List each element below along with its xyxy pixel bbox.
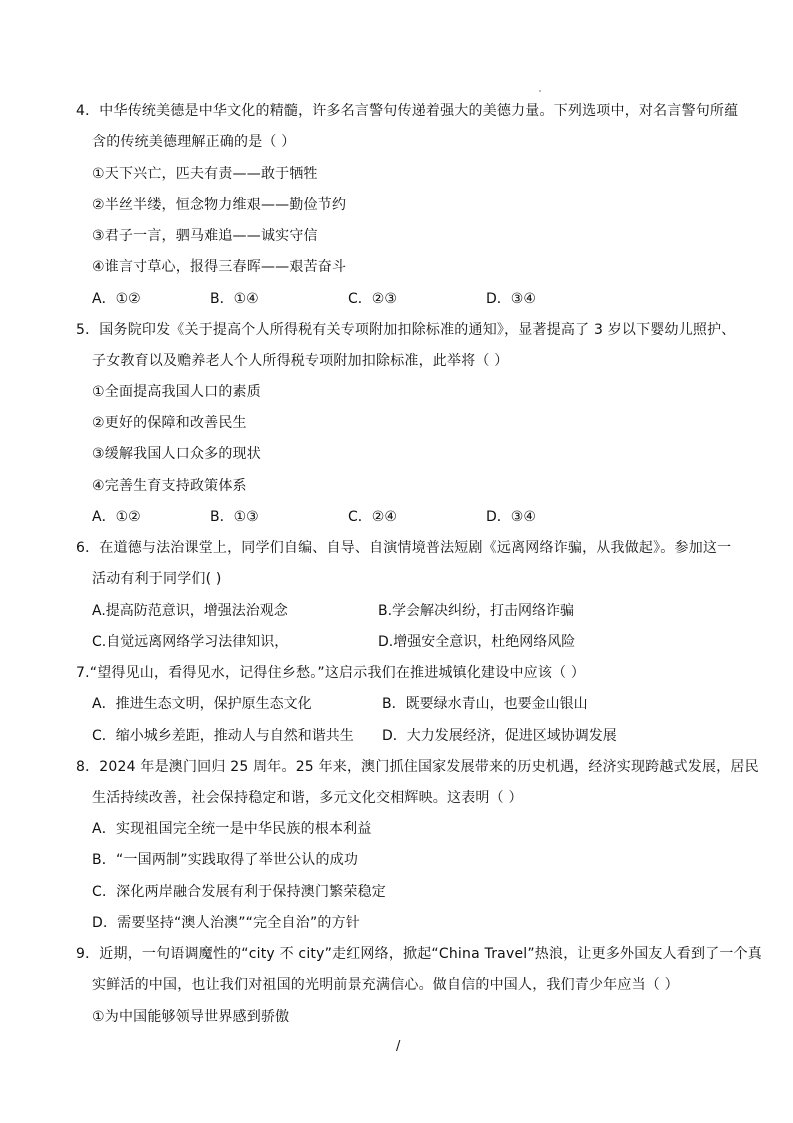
q6-option-c: C.自觉远离网络学习法律知识，	[92, 634, 289, 650]
q7-option-c: C．缩小城乡差距，推动人与自然和谐共生	[92, 728, 354, 744]
q7-option-a: A．推进生态文明，保护原生态文化	[92, 696, 312, 712]
q8-option-b: B．“一国两制”实践取得了举世公认的成功	[92, 852, 359, 868]
q6-option-d: D.增强安全意识，杜绝网络风险	[378, 634, 576, 650]
q4-option-b: B．①④	[210, 291, 259, 307]
q4-option-c: C．②③	[348, 291, 397, 307]
q6-stem-line1: 6．在道德与法治课堂上，同学们自编、自导、自演情境普法短剧《远离网络诈骗，从我做起》。参加这一	[76, 540, 732, 556]
q5-option-d: D．③④	[486, 509, 536, 525]
q5-stem-line1: 5．国务院印发《关于提高个人所得税有关专项附加扣除标准的通知》，显著提高了 3 岁以下婴幼儿照护、	[76, 322, 736, 338]
q5-item-1: ①全面提高我国人口的素质	[92, 384, 261, 400]
q5-item-2: ②更好的保障和改善民生	[92, 415, 247, 431]
q4-option-d: D．③④	[486, 291, 536, 307]
q4-option-a: A．①②	[92, 291, 141, 307]
q7-option-b: B．既要绿水青山，也要金山银山	[382, 696, 588, 712]
q8-stem-line2: 生活持续改善，社会保持稳定和谐，多元文化交相辉映。这表明（ ）	[92, 790, 523, 806]
q5-option-c: C．②④	[348, 509, 397, 525]
q9-item-1: ①为中国能够领导世界感到骄傲	[92, 1009, 290, 1025]
q8-option-d: D．需要坚持“澳人治澳”“完全自治”的方针	[92, 915, 360, 931]
q6-option-b: B.学会解决纠纷，打击网络诈骗	[378, 603, 575, 619]
q5-option-b: B．①③	[210, 509, 259, 525]
q4-item-1: ①天下兴亡，匹夫有责——敢于牺牲	[92, 166, 318, 182]
q7-stem-line1: 7.“望得见山，看得见水，记得住乡愁。”这启示我们在推进城镇化建设中应该（ ）	[76, 665, 586, 681]
q4-stem-line1: 4．中华传统美德是中华文化的精髓，许多名言警句传递着强大的美德力量。下列选项中，对名言警句所蕴	[76, 103, 739, 119]
q4-item-4: ④谁言寸草心，报得三春晖——艰苦奋斗	[92, 259, 347, 275]
q9-stem-line2: 实鲜活的中国，也让我们对祖国的光明前景充满信心。做自信的中国人，我们青少年应当（ ）	[92, 977, 679, 993]
q4-stem-line2: 含的传统美德理解正确的是（ ）	[92, 134, 296, 150]
q5-item-4: ④完善生育支持政策体系	[92, 478, 247, 494]
q5-stem-line2: 子女教育以及赡养老人个人所得税专项附加扣除标准，此举将（ ）	[92, 353, 509, 369]
q4-item-2: ②半丝半缕，恒念物力维艰——勤俭节约	[92, 197, 347, 213]
q4-item-3: ③君子一言，驷马难追——诚实守信	[92, 228, 318, 244]
q5-item-3: ③缓解我国人口众多的现状	[92, 446, 261, 462]
q8-option-c: C．深化两岸融合发展有利于保持澳门繁荣稳定	[92, 884, 386, 900]
scan-speck	[539, 90, 541, 92]
q6-stem-line2: 活动有利于同学们( )	[92, 571, 222, 587]
q5-option-a: A．①②	[92, 509, 141, 525]
q6-option-a: A.提高防范意识，增强法治观念	[92, 603, 288, 619]
page-mark: /	[396, 1039, 401, 1054]
q8-option-a: A．实现祖国完全统一是中华民族的根本利益	[92, 821, 372, 837]
q8-stem-line1: 8．2024 年是澳门回归 25 周年。25 年来，澳门抓住国家发展带来的历史机遇，经济实现跨越式发展，居民	[76, 759, 759, 775]
q7-option-d: D．大力发展经济，促进区域协调发展	[382, 728, 617, 744]
q9-stem-line1: 9．近期，一句语调魔性的“city 不 city”走红网络，掀起“China Travel”热浪，让更多外国友人看到了一个真	[76, 946, 762, 962]
